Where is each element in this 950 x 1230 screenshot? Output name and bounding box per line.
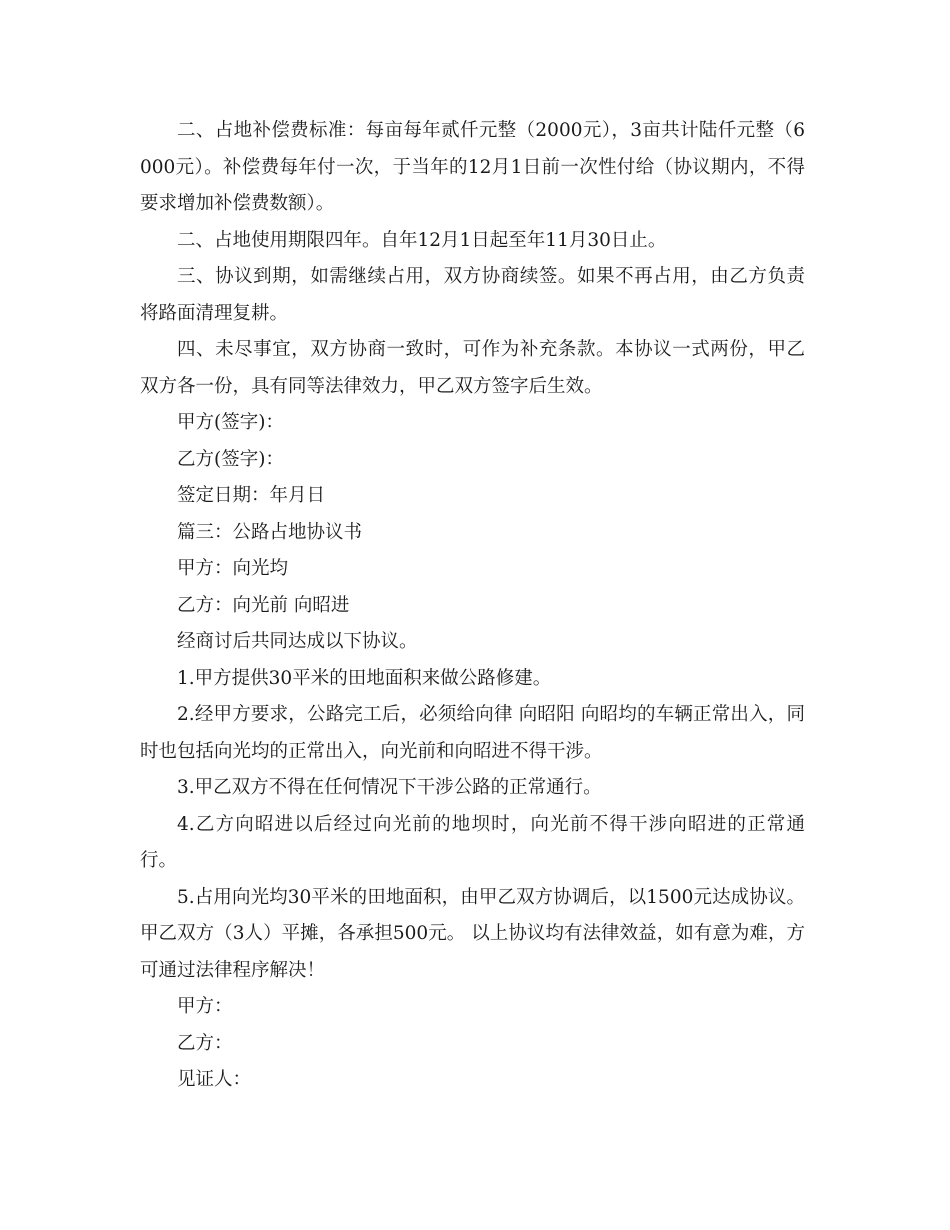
- party-a-signature-line: 甲方(签字)：: [177, 412, 284, 433]
- clause-renewal: 三、协议到期，如需继续占用，双方协商续签。如果不再占用，由乙方负责将路面清理复耕。: [140, 266, 805, 324]
- party-a-sign-line: 甲方：: [177, 996, 233, 1017]
- clause-1: 1.甲方提供30平米的田地面积来做公路修建。: [177, 667, 552, 689]
- section-title: 篇三：公路占地协议书: [177, 521, 363, 543]
- party-b-line: 乙方：向光前 向昭进: [177, 594, 350, 616]
- clause-supplementary: 四、未尽事宜，双方协商一致时，可作为补充条款。本协议一式两份，甲乙双方各一份，具有同等法律效力，甲乙双方签字后生效。: [140, 339, 805, 397]
- party-b-sign-line: 乙方：: [177, 1032, 233, 1054]
- clause-2: 2.经甲方要求，公路完工后，必须给向律 向昭阳 向昭均的车辆正常出入，同时也包括向光均的正常出入，向光前和向昭进不得干涉。: [140, 704, 805, 762]
- clause-compensation-standard: 二、占地补偿费标准：每亩每年贰仟元整（2000元），3亩共计陆仟元整（6000元）。补偿费每年付一次，于当年的12月1日前一次性付给（协议期内，不得要求增加补偿费数额）。: [140, 120, 805, 214]
- witness-line: 见证人：: [177, 1069, 252, 1090]
- clause-3: 3.甲乙双方不得在任何情况下干涉公路的正常通行。: [177, 777, 602, 798]
- signing-date-line: 签定日期：年月日: [177, 485, 326, 506]
- party-a-line: 甲方：向光均: [177, 558, 289, 579]
- party-b-signature-line: 乙方(签字)：: [177, 448, 284, 470]
- clause-usage-period: 二、占地使用期限四年。自年12月1日起至年11月30日止。: [177, 229, 667, 251]
- agreement-intro: 经商讨后共同达成以下协议。: [177, 631, 418, 652]
- clause-5: 5.占用向光均30平米的田地面积，由甲乙双方协调后，以1500元达成协议。甲乙双方（3人）平摊，各承担500元。 以上协议均有法律效益，如有意为难，方可通过法律程序解决！: [140, 886, 805, 981]
- document-body: [140, 113, 805, 1099]
- clause-4: 4.乙方向昭进以后经过向光前的地坝时，向光前不得干涉向昭进的正常通行。: [140, 813, 805, 871]
